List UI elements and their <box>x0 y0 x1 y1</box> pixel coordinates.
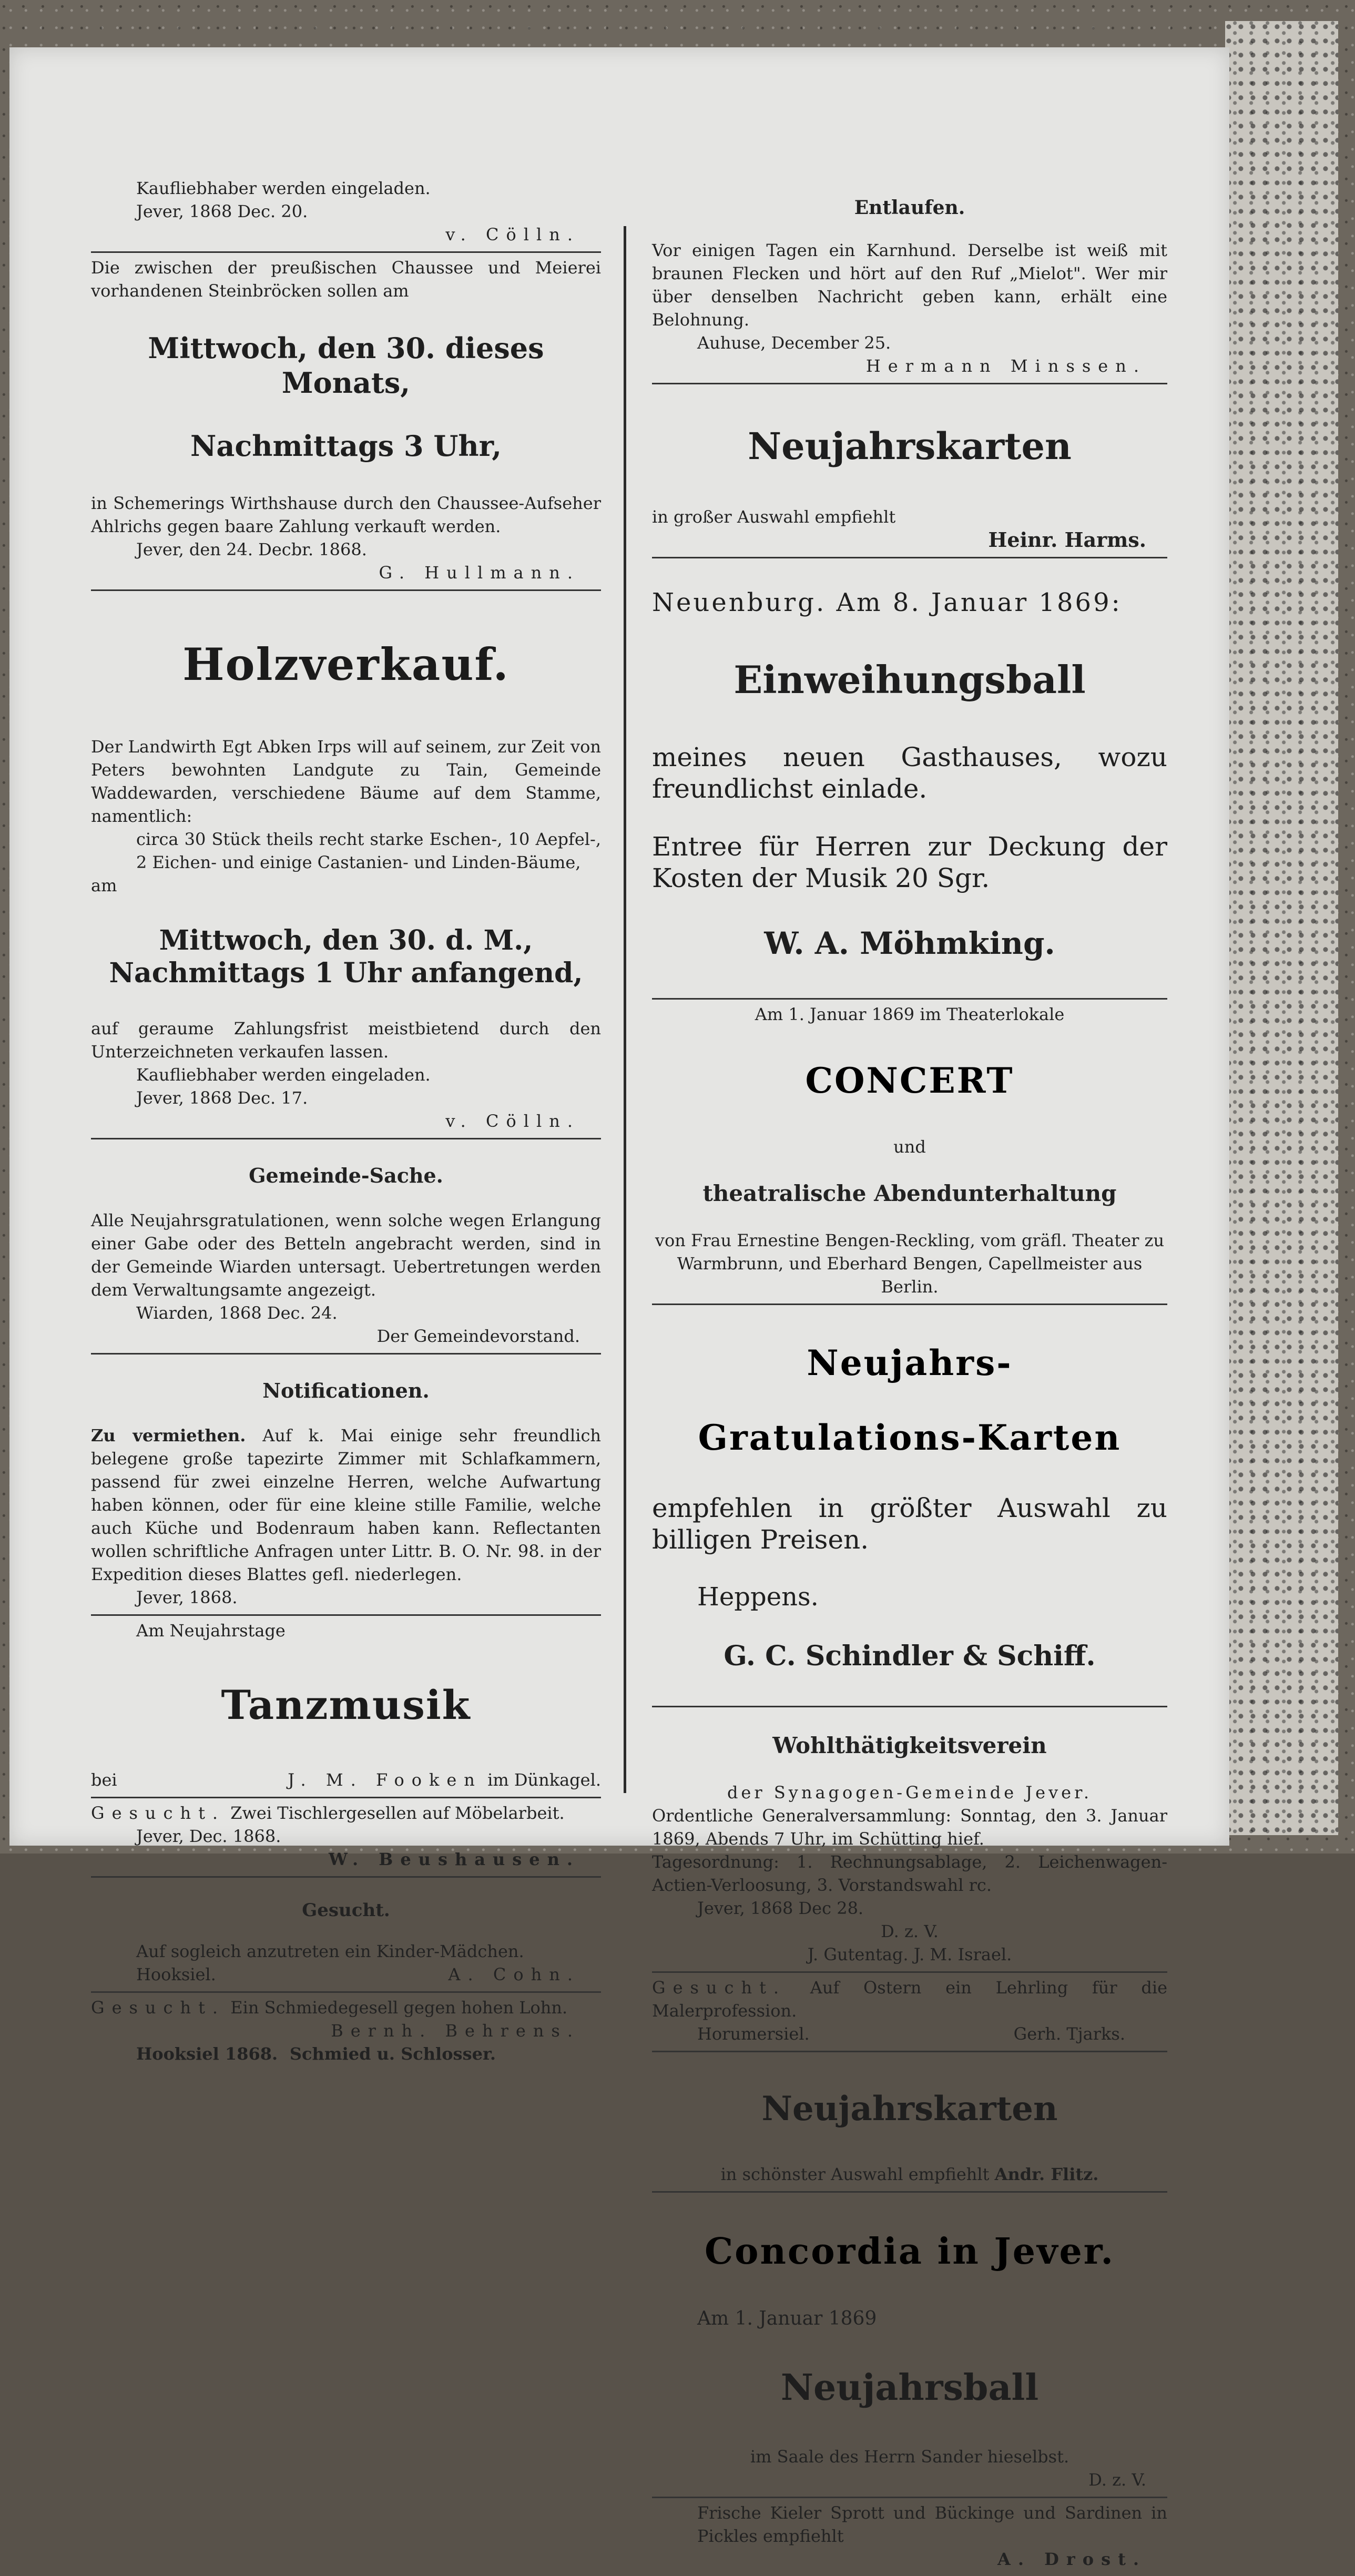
ad-date: Jever, den 24. Decbr. 1868. <box>136 539 367 559</box>
ad-steinbroecken <box>91 253 601 591</box>
ad-subtitle: der Synagogen-Gemeinde Jever. <box>727 1783 1093 1803</box>
ad-title: Gemeinde-Sache. <box>249 1164 443 1187</box>
ad-title: Gratulations-Karten <box>698 1417 1122 1458</box>
ad-text: am <box>91 875 117 895</box>
ad-text: meines neuen Gasthauses, wozu freundlichst einlade. <box>652 742 1167 804</box>
ad-subtitle: theatralische Abendunterhaltung <box>702 1180 1117 1206</box>
ad-tischler <box>91 1798 601 1878</box>
ad-text: D. z. V. <box>881 1921 939 1941</box>
ad-title: Entlaufen. <box>854 197 965 219</box>
ad-einweihungsball <box>652 558 1167 1000</box>
ad-signature: W. A. Möhmking. <box>764 925 1055 961</box>
ad-neujahrskarten-flitz <box>652 2052 1167 2193</box>
ad-text: Auf sogleich anzutreten ein Kinder-Mädchen. <box>136 1941 524 1961</box>
ad-signature: A. Cohn. <box>448 1964 580 1984</box>
ad-signature: Andr. Flitz. <box>994 2164 1099 2184</box>
ad-signature: Heinr. Harms. <box>988 528 1146 552</box>
ad-date: Wiarden, 1868 Dec. 24. <box>136 1303 338 1323</box>
ad-signature: J. Gutentag. J. M. Israel. <box>807 1944 1012 1964</box>
ad-text: Entree für Herren zur Deckung der Kosten der Musik 20 Sgr. <box>652 831 1167 893</box>
ad-text: im Saale des Herrn Sander hieselbst. <box>750 2447 1069 2467</box>
ad-title: Tanzmusik <box>221 1682 471 1728</box>
ad-text: Alle Neujahrsgratulationen, wenn solche wegen Erlangung einer Gabe oder des Betteln angebracht werden, sind in der Gemeinde Wiarden untersagt. Uebertretungen werden dem Verwaltungsamte angezeigt. <box>91 1210 601 1300</box>
ad-kieler-sprott <box>652 2498 1167 2576</box>
ad-title: Gesucht. <box>302 1900 390 1921</box>
ad-title: Neujahrs- <box>807 1342 1013 1383</box>
ad-wohlthaetigkeitsverein <box>652 1707 1167 1973</box>
ad-subtitle: Neujahrsball <box>780 2367 1039 2409</box>
ad-concordia <box>652 2193 1167 2498</box>
ad-headline: Nachmittags 3 Uhr, <box>190 429 502 463</box>
ad-tanzmusik <box>91 1616 601 1798</box>
ad-text: bei <box>91 1770 117 1790</box>
ad-date: Jever, 1868 Dec. 20. <box>136 201 308 221</box>
ad-text: Kaufliebhaber werden eingeladen. <box>136 1065 431 1085</box>
ad-text: Am 1. Januar 1869 im Theaterlokale <box>755 1004 1065 1024</box>
ad-concert <box>652 1000 1167 1305</box>
ad-text: auf geraume Zahlungsfrist meistbietend durch den Unterzeichneten verkaufen lassen. <box>91 1019 601 1062</box>
ad-signature: v. Cölln. <box>445 1111 580 1131</box>
right-column <box>652 174 1167 2576</box>
ad-text: Am Neujahrstage <box>136 1621 286 1641</box>
ad-headline: Mittwoch, den 30. dieses Monats, <box>148 331 544 400</box>
ad-text: Ordentliche Generalversammlung: Sonntag, den 3. Januar 1869, Abends 7 Uhr, im Schütting hief. <box>652 1806 1167 1849</box>
ad-lead: Gesucht. <box>652 1978 787 1998</box>
ad-place: Hooksiel 1868. <box>136 2044 278 2064</box>
ad-signature: D. z. V. <box>1088 2470 1146 2490</box>
ad-text: Frische Kieler Sprott und Bückinge und Sardinen in Pickles empfiehlt <box>697 2503 1167 2546</box>
ad-headline: Mittwoch, den 30. d. M., Nachmittags 1 Uhr anfangend, <box>109 924 583 989</box>
ad-title: Holzverkauf. <box>182 638 510 690</box>
ad-text: Tagesordnung: 1. Rechnungsablage, 2. Leichenwagen-Actien-Verloosung, 3. Vorstandswahl rc. <box>652 1852 1167 1895</box>
ad-date: Jever, 1868 Dec. 17. <box>136 1088 308 1108</box>
column-divider <box>624 226 626 1793</box>
ad-coelln-1 <box>91 174 601 253</box>
ad-date: Jever, 1868. <box>136 1587 238 1607</box>
ad-text: in schönster Auswahl empfiehlt <box>720 2164 990 2184</box>
page-edge-speckled <box>1225 21 1338 1835</box>
ad-lead: Gesucht. <box>91 1803 226 1823</box>
ad-signature: Der Gemeindevorstand. <box>376 1326 580 1346</box>
ad-text: in Schemerings Wirthshause durch den Chaussee-Aufseher Ahlrichs gegen baare Zahlung verkauft werden. <box>91 493 601 536</box>
ad-signature: W. Beushausen. <box>329 1849 580 1869</box>
ad-schmiedegesell <box>91 1993 601 2071</box>
ad-title: Neujahrskarten <box>761 2089 1058 2129</box>
ad-holzverkauf <box>91 591 601 1139</box>
ad-date: Jever, Dec. 1868. <box>136 1826 281 1846</box>
ad-date: Jever, 1868 Dec 28. <box>697 1898 864 1918</box>
newspaper-page <box>9 47 1229 2569</box>
ad-text: und <box>893 1137 926 1157</box>
ad-title: Wohlthätigkeitsverein <box>772 1733 1047 1758</box>
ad-date: Auhuse, December 25. <box>697 333 891 353</box>
ad-place: im Dünkagel. <box>487 1770 601 1790</box>
ad-place: Heppens. <box>697 1582 819 1612</box>
ad-lead: Gesucht. <box>91 1998 226 2018</box>
ad-place: Horumersiel. <box>697 2024 810 2044</box>
ad-title: Einweihungsball <box>733 657 1086 702</box>
ad-text: Vor einigen Tagen ein Karnhund. Derselbe ist weiß mit braunen Flecken und hört auf den Ruf „Mielot". Wer mir über denselben Nachricht geben kann, erhält eine Belohnung. <box>652 240 1167 330</box>
ad-entlaufen <box>652 174 1167 384</box>
ad-role: Schmied u. Schlosser. <box>289 2044 496 2064</box>
ad-text: Auf k. Mai einige sehr freundlich belegene große tapezirte Zimmer mit Schlafkammern, passend für zwei einzelne Herren, welche Aufwartung haben können, oder für eine kleine stille Familie, welche auch Küche und Bodenraum haben kann. Reflectanten wollen schriftliche Anfragen unter Littr. B. O. Nr. 98. in der Expedition dieses Blattes gefl. niederlegen. <box>91 1426 602 1584</box>
ad-lehrling <box>652 1973 1167 2052</box>
ad-text: Der Landwirth Egt Abken Irps will auf seinem, zur Zeit von Peters bewohnten Landgute zu Tain, Gemeinde Waddewarden, verschiedene Bäume auf dem Stamme, namentlich: <box>91 737 601 826</box>
ad-signature: G. Hullmann. <box>379 563 580 583</box>
ad-neujahrskarten-harms <box>652 384 1167 558</box>
ad-text: Am 1. Januar 1869 <box>697 2308 877 2329</box>
ad-text: Zwei Tischlergesellen auf Möbelarbeit. <box>230 1803 565 1823</box>
ad-kindermaedchen <box>91 1878 601 1993</box>
ad-text: Kaufliebhaber werden eingeladen. <box>136 178 431 198</box>
left-column <box>91 174 601 2071</box>
ad-text: circa 30 Stück theils recht starke Eschen-, 10 Aepfel-, 2 Eichen- und einige Castanien- und Linden-Bäume, <box>136 829 601 872</box>
ad-signature: G. C. Schindler & Schiff. <box>724 1640 1096 1672</box>
ad-signature: Gerh. Tjarks. <box>1013 2024 1125 2044</box>
ad-text: Ein Schmiedegesell gegen hohen Lohn. <box>230 1998 568 2018</box>
ad-notificationen <box>91 1355 601 1616</box>
ad-title: Concordia in Jever. <box>704 2231 1115 2273</box>
ad-gemeinde-sache <box>91 1139 601 1355</box>
ad-place: Hooksiel. <box>136 1964 216 1984</box>
ad-text: Neuenburg. Am 8. Januar 1869: <box>652 588 1122 617</box>
ad-gratulationskarten <box>652 1305 1167 1707</box>
ad-title: CONCERT <box>805 1060 1014 1101</box>
ad-lead: Zu vermiethen. <box>91 1426 246 1445</box>
ad-title: Neujahrskarten <box>748 424 1072 468</box>
ad-text: Auf Ostern ein Lehrling für die Malerprofession. <box>652 1978 1168 2021</box>
ad-text: empfehlen in größter Auswahl zu billigen Preisen. <box>652 1493 1167 1555</box>
ad-name: J. M. Fooken <box>288 1770 482 1790</box>
ad-text: von Frau Ernestine Bengen-Reckling, vom gräfl. Theater zu Warmbrunn, und Eberhard Bengen, Capellmeister aus Berlin. <box>655 1230 1165 1297</box>
section-title: Notificationen. <box>262 1379 430 1402</box>
ad-text: in großer Auswahl empfiehlt <box>652 507 896 527</box>
ad-signature: A. Drost. <box>997 2549 1146 2569</box>
ad-signature: Hermann Minssen. <box>865 356 1146 376</box>
ad-signature: Bernh. Behrens. <box>331 2021 580 2041</box>
ad-signature: v. Cölln. <box>445 225 580 245</box>
ad-text: Die zwischen der preußischen Chaussee und Meierei vorhandenen Steinbröcken sollen am <box>91 258 601 301</box>
